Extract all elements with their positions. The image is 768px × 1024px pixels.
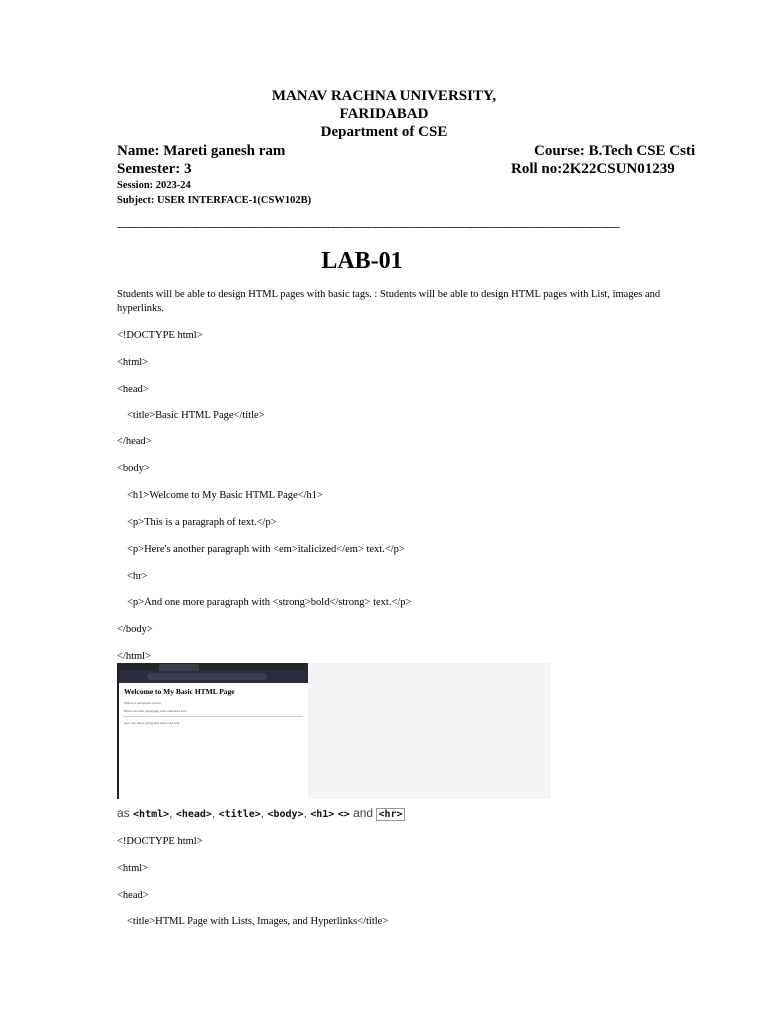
rendered-heading: Welcome to My Basic HTML Page — [124, 687, 235, 696]
note-tag: <> — [337, 809, 350, 820]
code-line: </head> — [117, 436, 152, 447]
rendered-paragraph: And one more paragraph with bold text. — [124, 721, 181, 725]
code-line: <head> — [117, 890, 149, 901]
note-text: and — [353, 806, 374, 820]
tags-note: as <html>, <head>, <title>, <body>, <h1> <> and <hr> — [117, 806, 403, 820]
semester: Semester: 3 — [117, 161, 192, 177]
university-city: FARIDABAD — [339, 106, 429, 122]
browser-window — [117, 663, 308, 799]
note-tag: <head> — [175, 809, 212, 820]
code-line: </html> — [117, 651, 152, 662]
session: Session: 2023-24 — [117, 180, 191, 191]
note-tag: <body> — [267, 809, 304, 820]
note-tag: <hr> — [378, 809, 403, 820]
browser-tab — [159, 664, 199, 671]
code-line: <body> — [117, 463, 150, 474]
browser-output-screenshot — [117, 663, 551, 799]
note-tag: <html> — [133, 809, 170, 820]
student-name: Name: Mareti ganesh ram — [117, 143, 286, 159]
code-line: <p>This is a paragraph of text.</p> — [127, 517, 277, 528]
rendered-hr — [123, 716, 303, 717]
objective-paragraph: Students will be able to design HTML pages with basic tags. : Students will be able to design HTML pages with List, images and hyperlinks. — [117, 289, 661, 314]
code-line: <hr> — [127, 571, 148, 582]
subject: Subject: USER INTERFACE-1(CSW102B) — [117, 195, 312, 206]
note-tag: <h1> — [310, 809, 335, 820]
code-line: <!DOCTYPE html> — [117, 836, 203, 847]
code-line: <html> — [117, 863, 149, 874]
browser-address-bar — [119, 671, 308, 683]
rendered-paragraph: This is a paragraph of text. — [124, 701, 162, 705]
code-line: <p>And one more paragraph with <strong>bold</strong> text.</p> — [127, 597, 412, 608]
lab-title: LAB-01 — [321, 248, 403, 274]
course-name: Course: B.Tech CSE Csti — [534, 143, 696, 159]
code-line: <h1>Welcome to My Basic HTML Page</h1> — [127, 490, 323, 501]
department-name: Department of CSE — [320, 124, 448, 140]
note-tag: <title> — [218, 809, 261, 820]
divider-line: ---------------------------------------------------------------------------------------------------------------------------------------------------------------------------------------- — [117, 222, 620, 233]
code-line: <title>Basic HTML Page</title> — [127, 410, 265, 421]
code-line: <!DOCTYPE html> — [117, 330, 203, 341]
university-name: MANAV RACHNA UNIVERSITY, — [271, 88, 497, 104]
rendered-paragraph: Here's another paragraph with italicized text. — [124, 709, 187, 713]
code-line: <html> — [117, 357, 149, 368]
code-line: <head> — [117, 384, 149, 395]
url-field — [147, 673, 267, 680]
roll-number: Roll no:2K22CSUN01239 — [511, 161, 675, 177]
browser-tab-strip — [119, 663, 308, 671]
note-text: as — [117, 806, 130, 820]
code-line: <title>HTML Page with Lists, Images, and Hyperlinks</title> — [127, 916, 389, 927]
code-line: <p>Here's another paragraph with <em>italicized</em> text.</p> — [127, 544, 405, 555]
code-line: </body> — [117, 624, 153, 635]
